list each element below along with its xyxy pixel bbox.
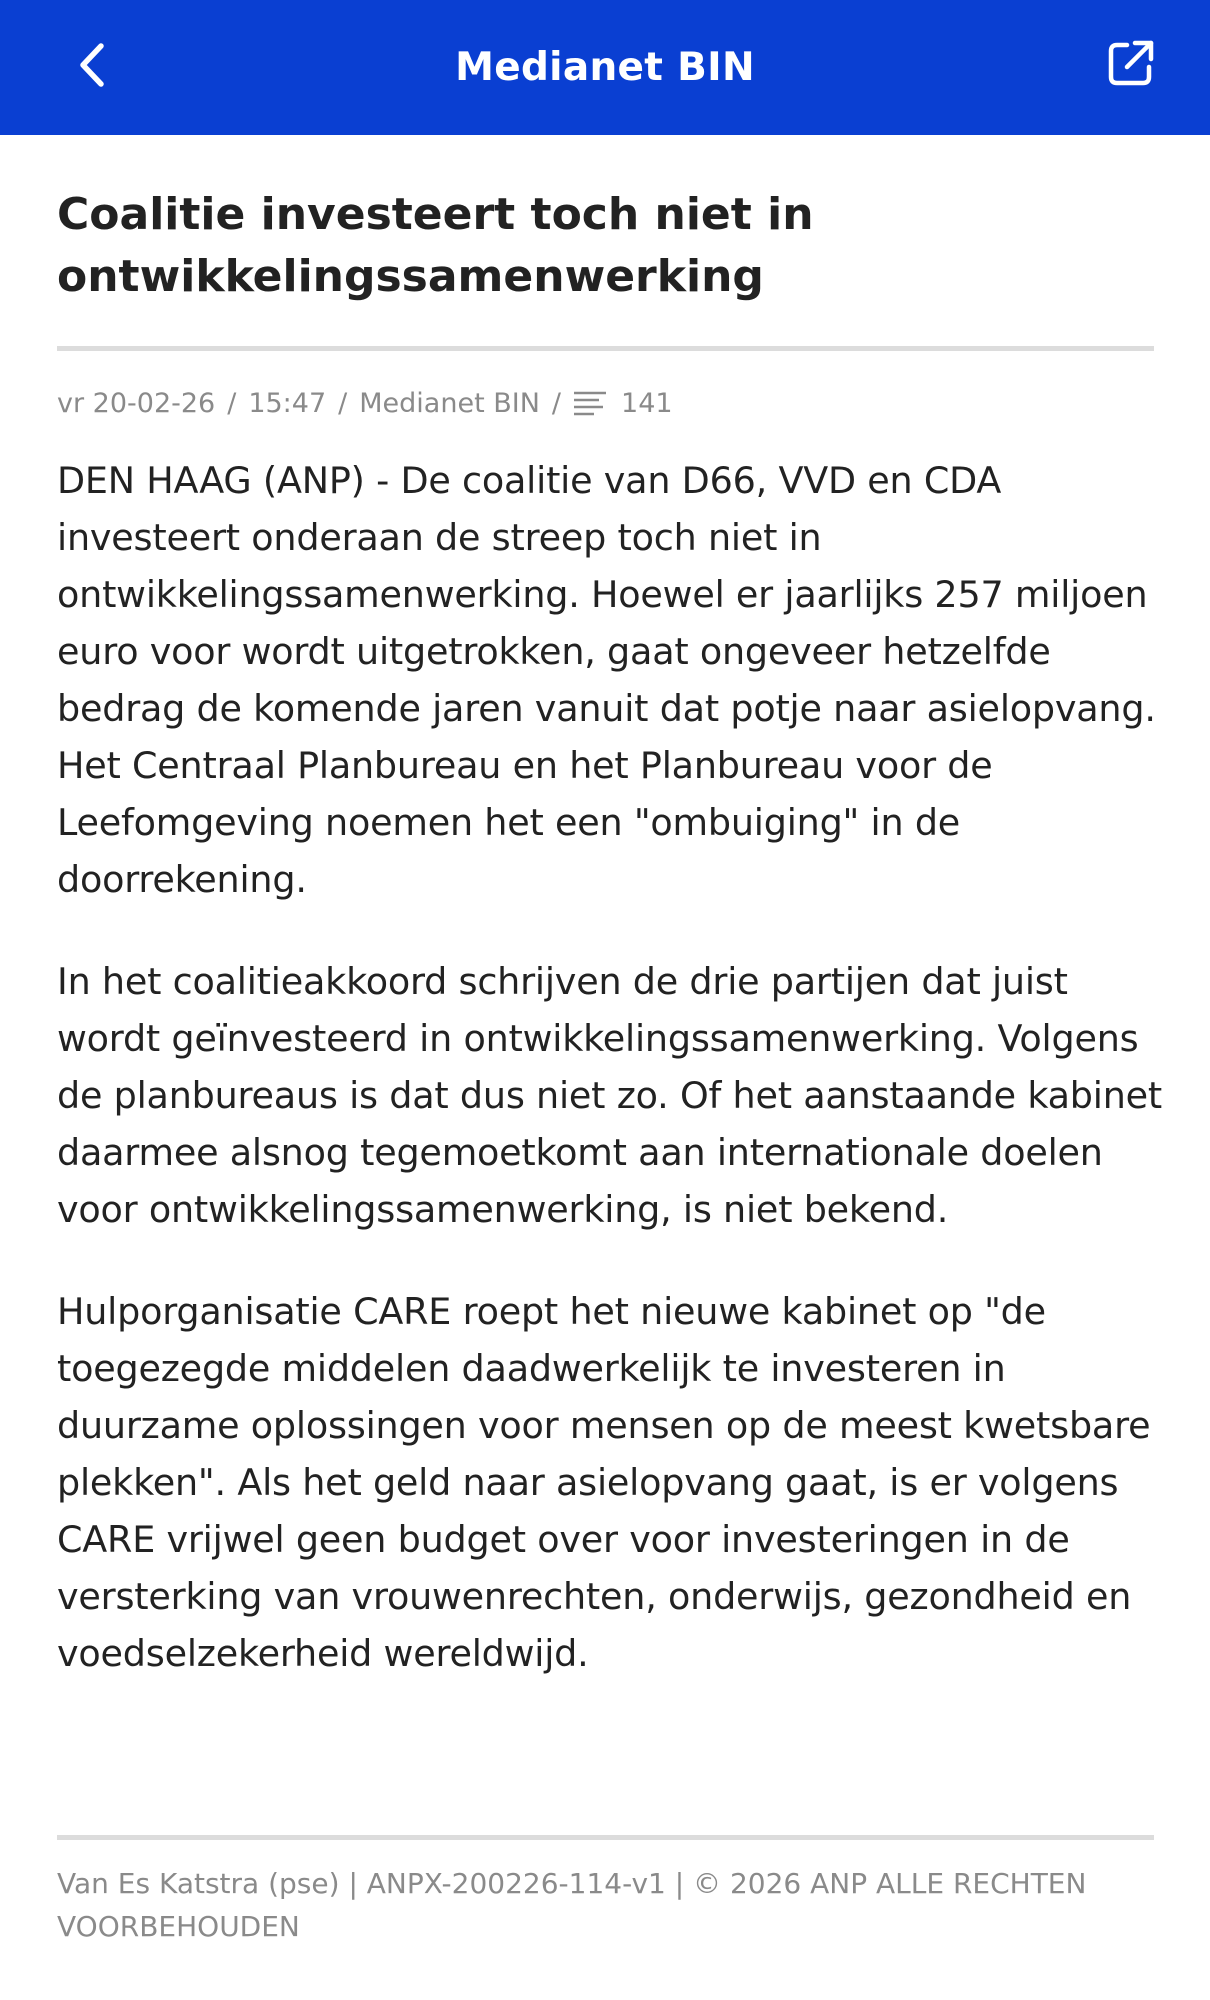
meta-separator: / xyxy=(551,387,562,419)
article-title: Coalitie investeert toch niet in ontwikkelingssamenwerking xyxy=(57,189,814,302)
article-footer: Van Es Katstra (pse) | ANPX-200226-114-v1 | © 2026 ANP ALLE RECHTEN VOORBEHOUDEN xyxy=(57,1867,1087,1943)
article-paragraph: In het coalitieakkoord schrijven de drie partijen dat juist wordt geïnvesteerd in ontwikkelingssamenwerking. Volgens de planbureaus is dat dus niet zo. Of het aanstaande kabinet daarmee alsnog tegemoetkomt aan internationale doelen voor ontwikkelingssamenwerking, is niet bekend. xyxy=(57,960,1162,1231)
external-link-icon xyxy=(1106,38,1156,88)
article-time: 15:47 xyxy=(248,387,327,419)
article-body xyxy=(57,452,1172,1727)
chevron-left-icon xyxy=(77,42,107,88)
back-button[interactable] xyxy=(62,30,122,100)
article-paragraph: DEN HAAG (ANP) - De coalitie van D66, VVD en CDA investeert onderaan de streep toch niet in ontwikkelingssamenwerking. Hoewel er jaarlijks 257 miljoen euro voor wordt uitgetrokken, gaat ongeveer hetzelfde bedrag de komende jaren vanuit dat potje naar asielopvang. Het Centraal Planbureau en het Planbureau voor de Leefomgeving noemen het een "ombuiging" in de doorrekening. xyxy=(57,459,1156,901)
article-paragraph: Hulporganisatie CARE roept het nieuwe kabinet op "de toegezegde middelen daadwerkelijk te investeren in duurzame oplossingen voor mensen op de meest kwetsbare plekken". Als het geld naar asielopvang gaat, is er volgens CARE vrijwel geen budget over voor investeringen in de versterking van vrouwenrechten, onderwijs, gezondheid en voedselzekerheid wereldwijd. xyxy=(57,1290,1151,1675)
title-divider xyxy=(57,346,1154,351)
footer-divider xyxy=(57,1835,1154,1840)
meta-separator: / xyxy=(227,387,237,419)
article-date: vr 20-02-26 xyxy=(57,387,216,419)
app-title: Medianet BIN xyxy=(455,45,755,90)
article-meta xyxy=(57,380,673,426)
text-lines-icon xyxy=(573,390,607,416)
word-count: 141 xyxy=(621,387,673,419)
open-external-button[interactable] xyxy=(1100,32,1162,94)
top-app-bar xyxy=(0,0,1210,135)
article-source: Medianet BIN xyxy=(359,387,540,419)
meta-separator: / xyxy=(338,387,348,419)
